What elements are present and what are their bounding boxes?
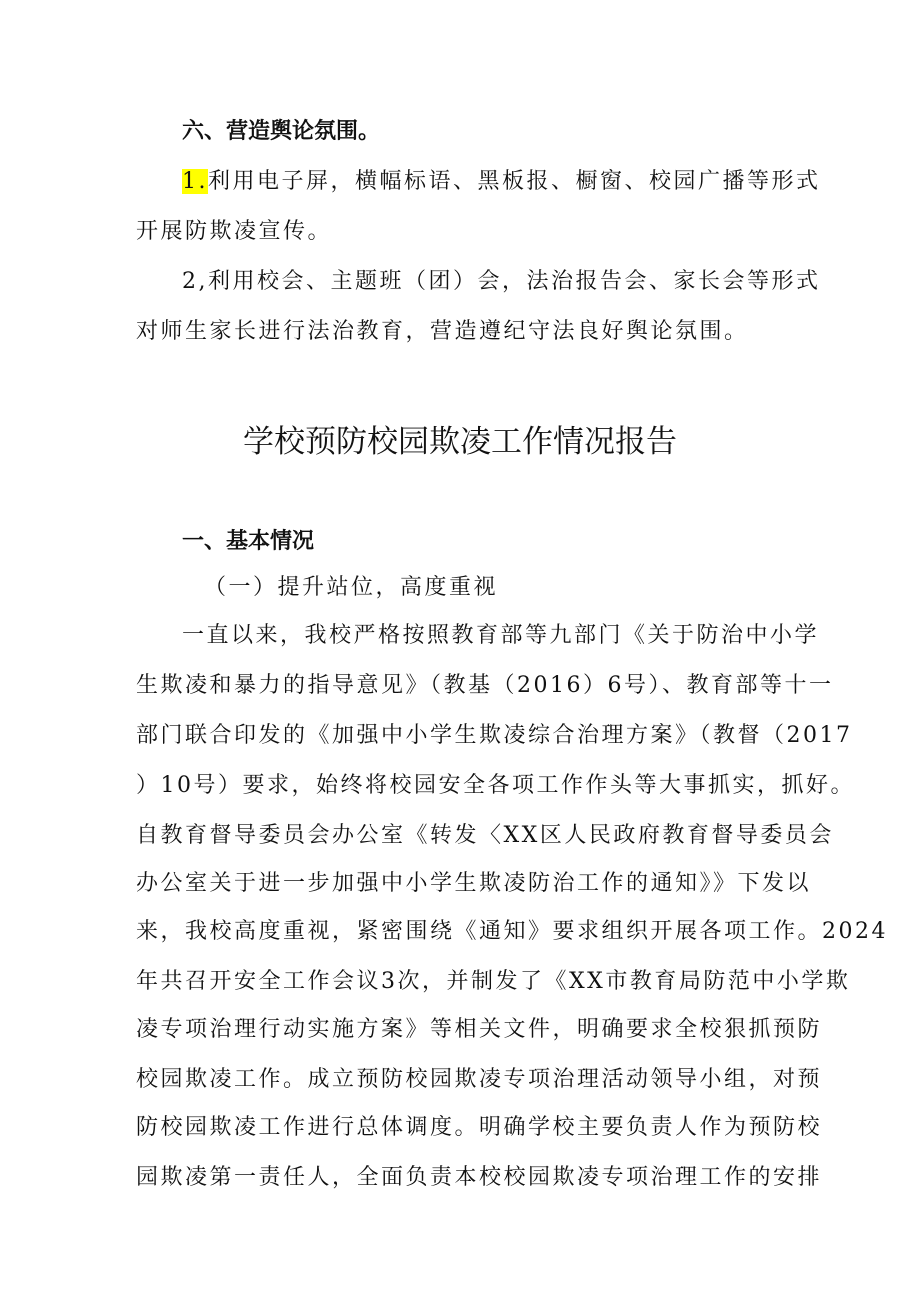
section-heading-1: 一、基本情况	[182, 529, 315, 554]
body-line: 部门联合印发的《加强中小学生欺凌综合治理方案》（教督（2017	[136, 723, 853, 748]
body-line: 办公室关于进一步加强中小学生欺凌防治工作的通知》》下发以	[136, 871, 812, 896]
item-1-line-1	[182, 166, 821, 198]
body-line: ）10号）要求，始终将校园安全各项工作作头等大事抓实，抓好。	[136, 773, 855, 798]
report-title: 学校预防校园欺凌工作情况报告	[243, 424, 677, 460]
body-line: 防校园欺凌工作进行总体调度。明确学校主要负责人作为预防校	[136, 1115, 823, 1140]
body-line: 园欺凌第一责任人，全面负责本校校园欺凌专项治理工作的安排	[136, 1165, 823, 1190]
body-line: 自教育督导委员会办公室《转发〈XX区人民政府教育督导委员会	[136, 823, 834, 848]
section-heading-6: 六、营造舆论氛围。	[182, 119, 381, 144]
item-1-text: 利用电子屏，横幅标语、黑板报、橱窗、校园广播等形式	[208, 169, 821, 194]
item-2-line-1: 2,利用校会、主题班（团）会，法治报告会、家长会等形式	[182, 269, 821, 294]
body-line: 年共召开安全工作会议3次，并制发了《XX市教育局防范中小学欺	[136, 969, 851, 994]
body-line: 生欺凌和暴力的指导意见》（教基（2016）6号）、教育部等十一	[136, 673, 834, 698]
body-line: 来，我校高度重视，紧密围绕《通知》要求组织开展各项工作。2024	[136, 919, 888, 944]
subsection-heading-1: （一）提升站位，高度重视	[204, 575, 499, 600]
body-line: 一直以来，我校严格按照教育部等九部门《关于防治中小学	[182, 623, 820, 648]
body-line: 凌专项治理行动实施方案》等相关文件，明确要求全校狠抓预防	[136, 1017, 823, 1042]
body-line: 校园欺凌工作。成立预防校园欺凌专项治理活动领导小组，对预	[136, 1067, 823, 1092]
highlighted-item-number: 1.	[182, 169, 208, 194]
item-1-line-2: 开展防欺凌宣传。	[136, 219, 333, 244]
item-2-line-2: 对师生家长进行法治教育，营造遵纪守法良好舆论氛围。	[136, 319, 749, 344]
